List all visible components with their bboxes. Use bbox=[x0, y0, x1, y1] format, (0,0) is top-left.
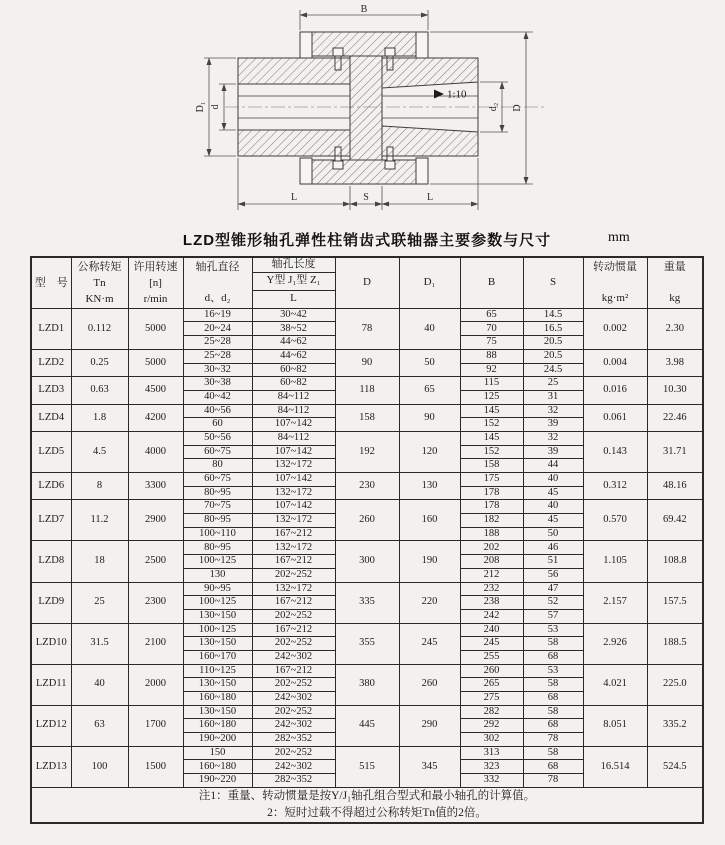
D-cell: 355 bbox=[335, 623, 399, 664]
pin bbox=[385, 48, 395, 56]
bore-dia-cell: 80 bbox=[183, 459, 252, 473]
speed-cell: 4500 bbox=[128, 377, 183, 404]
D-cell: 158 bbox=[335, 404, 399, 431]
bore-dia-cell: 20~24 bbox=[183, 322, 252, 336]
bore-dia-cell: 90~95 bbox=[183, 582, 252, 596]
notes-cell bbox=[31, 787, 703, 823]
S-cell: 24.5 bbox=[523, 363, 583, 377]
S-cell: 78 bbox=[523, 733, 583, 747]
bore-len-cell: 107~142 bbox=[252, 500, 335, 514]
D1-cell: 190 bbox=[399, 541, 460, 582]
D-cell: 445 bbox=[335, 705, 399, 746]
torque-cell: 25 bbox=[71, 582, 128, 623]
B-cell: 175 bbox=[460, 473, 523, 487]
D1-cell: 290 bbox=[399, 705, 460, 746]
D1-cell: 260 bbox=[399, 664, 460, 705]
torque-cell: 4.5 bbox=[71, 431, 128, 472]
bore-len-cell: 242~302 bbox=[252, 650, 335, 664]
bore-len-cell: 202~252 bbox=[252, 746, 335, 760]
bore-dia-cell: 100~125 bbox=[183, 623, 252, 637]
B-cell: 92 bbox=[460, 363, 523, 377]
bore-len-cell: 167~212 bbox=[252, 664, 335, 678]
bore-len-cell: 202~252 bbox=[252, 705, 335, 719]
bore-len-cell: 132~172 bbox=[252, 514, 335, 528]
B-cell: 75 bbox=[460, 336, 523, 350]
model-cell: LZD5 bbox=[31, 431, 71, 472]
S-cell: 58 bbox=[523, 705, 583, 719]
bore-dia-cell: 100~110 bbox=[183, 527, 252, 541]
inertia-cell: 0.004 bbox=[583, 349, 647, 376]
bottom-sleeve-left-cap bbox=[300, 158, 312, 184]
bore-len-cell: 30~42 bbox=[252, 308, 335, 322]
table-row bbox=[31, 349, 703, 363]
weight-cell: 31.71 bbox=[647, 431, 703, 472]
bore-dia-cell: 25~28 bbox=[183, 336, 252, 350]
S-cell: 53 bbox=[523, 623, 583, 637]
col-header-model: 型 号 bbox=[31, 257, 71, 308]
bottom-sleeve bbox=[312, 160, 416, 184]
label-B: B bbox=[360, 4, 368, 15]
bore-len-cell: 60~82 bbox=[252, 377, 335, 391]
D1-cell: 245 bbox=[399, 623, 460, 664]
right-hub-bottom bbox=[382, 126, 478, 156]
model-cell: LZD9 bbox=[31, 582, 71, 623]
bore-dia-cell: 30~32 bbox=[183, 363, 252, 377]
S-cell: 20.5 bbox=[523, 336, 583, 350]
note-2: 2：短时过载不得超过公称转矩Tn值的2倍。 bbox=[267, 807, 487, 820]
S-cell: 39 bbox=[523, 418, 583, 432]
col-header-weight: 重量 kg bbox=[647, 257, 703, 308]
D-cell: 192 bbox=[335, 431, 399, 472]
S-cell: 25 bbox=[523, 377, 583, 391]
bore-len-cell: 167~212 bbox=[252, 623, 335, 637]
title-row bbox=[0, 229, 725, 253]
S-cell: 39 bbox=[523, 445, 583, 459]
bore-len-cell: 242~302 bbox=[252, 692, 335, 706]
bore-len-cell: 242~302 bbox=[252, 719, 335, 733]
model-cell: LZD4 bbox=[31, 404, 71, 431]
bore-dia-cell: 130~150 bbox=[183, 609, 252, 623]
weight-cell: 10.30 bbox=[647, 377, 703, 404]
speed-cell: 2100 bbox=[128, 623, 183, 664]
torque-cell: 31.5 bbox=[71, 623, 128, 664]
right-hub-top bbox=[382, 58, 478, 88]
S-cell: 32 bbox=[523, 431, 583, 445]
inertia-cell: 0.143 bbox=[583, 431, 647, 472]
B-cell: 188 bbox=[460, 527, 523, 541]
B-cell: 65 bbox=[460, 308, 523, 322]
S-cell: 50 bbox=[523, 527, 583, 541]
bore-dia-cell: 40~42 bbox=[183, 390, 252, 404]
S-cell: 40 bbox=[523, 473, 583, 487]
bore-len-cell: 84~112 bbox=[252, 390, 335, 404]
col-header-bore-len: 轴孔长度 bbox=[252, 257, 335, 272]
bore-len-cell: 132~172 bbox=[252, 541, 335, 555]
table-row bbox=[31, 582, 703, 596]
table-row bbox=[31, 541, 703, 555]
table-row bbox=[31, 473, 703, 487]
speed-cell: 4200 bbox=[128, 404, 183, 431]
bore-len-cell: 44~62 bbox=[252, 349, 335, 363]
speed-cell: 2000 bbox=[128, 664, 183, 705]
bore-len-cell: 84~112 bbox=[252, 431, 335, 445]
B-cell: 115 bbox=[460, 377, 523, 391]
pin bbox=[333, 48, 343, 56]
D1-cell: 90 bbox=[399, 404, 460, 431]
torque-cell: 0.112 bbox=[71, 308, 128, 349]
table-row bbox=[31, 377, 703, 391]
bore-len-cell: 167~212 bbox=[252, 555, 335, 569]
col-header-inertia: 转动惯量 kg·m² bbox=[583, 257, 647, 308]
S-cell: 68 bbox=[523, 760, 583, 774]
bore-len-cell: 38~52 bbox=[252, 322, 335, 336]
speed-cell: 2900 bbox=[128, 500, 183, 541]
bore-len-cell: 132~172 bbox=[252, 486, 335, 500]
model-cell: LZD10 bbox=[31, 623, 71, 664]
B-cell: 145 bbox=[460, 431, 523, 445]
B-cell: 145 bbox=[460, 404, 523, 418]
D1-cell: 40 bbox=[399, 308, 460, 349]
B-cell: 313 bbox=[460, 746, 523, 760]
B-cell: 88 bbox=[460, 349, 523, 363]
torque-cell: 63 bbox=[71, 705, 128, 746]
bore-len-cell: 132~172 bbox=[252, 582, 335, 596]
weight-cell: 524.5 bbox=[647, 746, 703, 787]
col-header-torque: 公称转矩 Tn KN·m bbox=[71, 257, 128, 308]
model-cell: LZD2 bbox=[31, 349, 71, 376]
model-cell: LZD12 bbox=[31, 705, 71, 746]
taper-arrow-icon bbox=[434, 90, 444, 99]
bore-len-cell: 202~252 bbox=[252, 609, 335, 623]
B-cell: 302 bbox=[460, 733, 523, 747]
weight-cell: 157.5 bbox=[647, 582, 703, 623]
D-cell: 230 bbox=[335, 473, 399, 500]
S-cell: 40 bbox=[523, 500, 583, 514]
table-row bbox=[31, 705, 703, 719]
weight-cell: 22.46 bbox=[647, 404, 703, 431]
bore-len-cell: 167~212 bbox=[252, 527, 335, 541]
torque-cell: 11.2 bbox=[71, 500, 128, 541]
bore-len-cell: 84~112 bbox=[252, 404, 335, 418]
torque-cell: 0.25 bbox=[71, 349, 128, 376]
pin bbox=[385, 161, 395, 169]
bore-dia-cell: 160~170 bbox=[183, 650, 252, 664]
B-cell: 240 bbox=[460, 623, 523, 637]
B-cell: 178 bbox=[460, 486, 523, 500]
inertia-cell: 1.105 bbox=[583, 541, 647, 582]
left-hub-bottom bbox=[238, 130, 350, 156]
S-cell: 51 bbox=[523, 555, 583, 569]
B-cell: 282 bbox=[460, 705, 523, 719]
bore-dia-cell: 190~200 bbox=[183, 733, 252, 747]
speed-cell: 2500 bbox=[128, 541, 183, 582]
B-cell: 158 bbox=[460, 459, 523, 473]
table-row bbox=[31, 746, 703, 760]
bore-len-cell: 282~352 bbox=[252, 733, 335, 747]
D-cell: 515 bbox=[335, 746, 399, 787]
weight-cell: 188.5 bbox=[647, 623, 703, 664]
weight-cell: 108.8 bbox=[647, 541, 703, 582]
col-header-speed: 许用转速 [n] r/min bbox=[128, 257, 183, 308]
D1-cell: 50 bbox=[399, 349, 460, 376]
model-cell: LZD11 bbox=[31, 664, 71, 705]
D-cell: 260 bbox=[335, 500, 399, 541]
B-cell: 275 bbox=[460, 692, 523, 706]
inertia-cell: 8.051 bbox=[583, 705, 647, 746]
D-cell: 78 bbox=[335, 308, 399, 349]
S-cell: 68 bbox=[523, 692, 583, 706]
D-cell: 335 bbox=[335, 582, 399, 623]
bore-len-cell: 107~142 bbox=[252, 418, 335, 432]
B-cell: 212 bbox=[460, 568, 523, 582]
table-header bbox=[31, 257, 703, 308]
weight-cell: 48.16 bbox=[647, 473, 703, 500]
S-cell: 53 bbox=[523, 664, 583, 678]
S-cell: 57 bbox=[523, 609, 583, 623]
label-D1: D₁ bbox=[195, 101, 206, 113]
bore-dia-cell: 130~150 bbox=[183, 637, 252, 651]
S-cell: 45 bbox=[523, 486, 583, 500]
bore-dia-cell: 160~180 bbox=[183, 760, 252, 774]
weight-cell: 335.2 bbox=[647, 705, 703, 746]
model-cell: LZD7 bbox=[31, 500, 71, 541]
D-cell: 300 bbox=[335, 541, 399, 582]
bore-len-cell: 202~252 bbox=[252, 678, 335, 692]
bottom-sleeve-right-cap bbox=[416, 158, 428, 184]
torque-cell: 8 bbox=[71, 473, 128, 500]
torque-cell: 100 bbox=[71, 746, 128, 787]
inertia-cell: 2.157 bbox=[583, 582, 647, 623]
table-row bbox=[31, 431, 703, 445]
S-cell: 45 bbox=[523, 514, 583, 528]
bore-dia-cell: 60~75 bbox=[183, 473, 252, 487]
inertia-cell: 0.002 bbox=[583, 308, 647, 349]
torque-cell: 40 bbox=[71, 664, 128, 705]
B-cell: 125 bbox=[460, 390, 523, 404]
taper-ratio-label: 1:10 bbox=[447, 88, 467, 101]
inertia-cell: 16.514 bbox=[583, 746, 647, 787]
bore-dia-cell: 30~38 bbox=[183, 377, 252, 391]
bore-len-cell: 44~62 bbox=[252, 336, 335, 350]
bore-dia-cell: 25~28 bbox=[183, 349, 252, 363]
speed-cell: 1700 bbox=[128, 705, 183, 746]
bore-len-cell: 60~82 bbox=[252, 363, 335, 377]
left-hub-top bbox=[238, 58, 350, 84]
bore-dia-cell: 60 bbox=[183, 418, 252, 432]
bore-dia-cell: 160~180 bbox=[183, 692, 252, 706]
B-cell: 152 bbox=[460, 445, 523, 459]
speed-cell: 5000 bbox=[128, 349, 183, 376]
B-cell: 152 bbox=[460, 418, 523, 432]
bore-dia-cell: 50~56 bbox=[183, 431, 252, 445]
bore-len-cell: 167~212 bbox=[252, 596, 335, 610]
D1-cell: 345 bbox=[399, 746, 460, 787]
D1-cell: 65 bbox=[399, 377, 460, 404]
label-d: d bbox=[210, 104, 221, 110]
col-header-bore-len-types: Y型 J₁型 Z₁ bbox=[252, 272, 335, 290]
taper-annotation bbox=[434, 89, 467, 101]
bore-len-cell: 202~252 bbox=[252, 637, 335, 651]
S-cell: 14.5 bbox=[523, 308, 583, 322]
S-cell: 31 bbox=[523, 390, 583, 404]
pin bbox=[333, 161, 343, 169]
table-body bbox=[31, 308, 703, 787]
D-cell: 118 bbox=[335, 377, 399, 404]
model-cell: LZD3 bbox=[31, 377, 71, 404]
bore-dia-cell: 16~19 bbox=[183, 308, 252, 322]
label-L-left: L bbox=[290, 192, 298, 203]
B-cell: 232 bbox=[460, 582, 523, 596]
S-cell: 58 bbox=[523, 746, 583, 760]
speed-cell: 3300 bbox=[128, 473, 183, 500]
bore-dia-cell: 60~75 bbox=[183, 445, 252, 459]
bore-dia-cell: 100~125 bbox=[183, 555, 252, 569]
weight-cell: 2.30 bbox=[647, 308, 703, 349]
table-footer bbox=[31, 787, 703, 823]
bore-len-cell: 242~302 bbox=[252, 760, 335, 774]
bore-dia-cell: 40~56 bbox=[183, 404, 252, 418]
bore-len-cell: 202~252 bbox=[252, 568, 335, 582]
spec-table bbox=[30, 256, 704, 824]
bore-dia-cell: 130~150 bbox=[183, 705, 252, 719]
inertia-cell: 0.016 bbox=[583, 377, 647, 404]
B-cell: 202 bbox=[460, 541, 523, 555]
bore-dia-cell: 150 bbox=[183, 746, 252, 760]
bore-dia-cell: 110~125 bbox=[183, 664, 252, 678]
speed-cell: 4000 bbox=[128, 431, 183, 472]
S-cell: 68 bbox=[523, 650, 583, 664]
B-cell: 323 bbox=[460, 760, 523, 774]
bore-dia-cell: 70~75 bbox=[183, 500, 252, 514]
bore-len-cell: 107~142 bbox=[252, 445, 335, 459]
S-cell: 68 bbox=[523, 719, 583, 733]
D1-cell: 220 bbox=[399, 582, 460, 623]
bore-dia-cell: 160~180 bbox=[183, 719, 252, 733]
S-cell: 47 bbox=[523, 582, 583, 596]
speed-cell: 2300 bbox=[128, 582, 183, 623]
weight-cell: 69.42 bbox=[647, 500, 703, 541]
table-row bbox=[31, 664, 703, 678]
bore-dia-cell: 190~220 bbox=[183, 774, 252, 788]
top-sleeve-left-cap bbox=[300, 32, 312, 58]
B-cell: 242 bbox=[460, 609, 523, 623]
model-cell: LZD6 bbox=[31, 473, 71, 500]
B-cell: 255 bbox=[460, 650, 523, 664]
torque-cell: 0.63 bbox=[71, 377, 128, 404]
B-cell: 70 bbox=[460, 322, 523, 336]
S-cell: 52 bbox=[523, 596, 583, 610]
label-d2: d₂ bbox=[488, 102, 499, 112]
B-cell: 182 bbox=[460, 514, 523, 528]
bore-dia-cell: 80~95 bbox=[183, 486, 252, 500]
B-cell: 238 bbox=[460, 596, 523, 610]
inertia-cell: 0.061 bbox=[583, 404, 647, 431]
model-cell: LZD8 bbox=[31, 541, 71, 582]
table-row bbox=[31, 500, 703, 514]
S-cell: 78 bbox=[523, 774, 583, 788]
inertia-cell: 2.926 bbox=[583, 623, 647, 664]
top-sleeve-right-cap bbox=[416, 32, 428, 58]
label-L-right: L bbox=[426, 192, 434, 203]
S-cell: 32 bbox=[523, 404, 583, 418]
col-header-D1: D₁ bbox=[399, 257, 460, 308]
center-spacer bbox=[350, 56, 382, 160]
model-cell: LZD1 bbox=[31, 308, 71, 349]
B-cell: 245 bbox=[460, 637, 523, 651]
B-cell: 292 bbox=[460, 719, 523, 733]
speed-cell: 5000 bbox=[128, 308, 183, 349]
weight-cell: 3.98 bbox=[647, 349, 703, 376]
unit-label: mm bbox=[608, 230, 630, 245]
page-title: LZD型锥形轴孔弹性柱销齿式联轴器主要参数与尺寸 bbox=[182, 232, 552, 249]
col-header-D: D bbox=[335, 257, 399, 308]
B-cell: 332 bbox=[460, 774, 523, 788]
S-cell: 46 bbox=[523, 541, 583, 555]
inertia-cell: 0.312 bbox=[583, 473, 647, 500]
B-cell: 265 bbox=[460, 678, 523, 692]
table-row bbox=[31, 308, 703, 322]
coupling-drawing bbox=[0, 0, 725, 230]
torque-cell: 1.8 bbox=[71, 404, 128, 431]
B-cell: 178 bbox=[460, 500, 523, 514]
top-sleeve bbox=[312, 32, 416, 56]
B-cell: 208 bbox=[460, 555, 523, 569]
bore-dia-cell: 100~125 bbox=[183, 596, 252, 610]
label-D: D bbox=[512, 104, 523, 112]
S-cell: 44 bbox=[523, 459, 583, 473]
speed-cell: 1500 bbox=[128, 746, 183, 787]
inertia-cell: 4.021 bbox=[583, 664, 647, 705]
weight-cell: 225.0 bbox=[647, 664, 703, 705]
note-1: 注1：重量、转动惯量是按Y/J₁轴孔组合型式和最小轴孔的计算值。 bbox=[198, 789, 536, 802]
torque-cell: 18 bbox=[71, 541, 128, 582]
bore-len-cell: 282~352 bbox=[252, 774, 335, 788]
B-cell: 260 bbox=[460, 664, 523, 678]
table-row bbox=[31, 623, 703, 637]
inertia-cell: 0.570 bbox=[583, 500, 647, 541]
col-header-bore-dia: 轴孔直径 d、d₂ bbox=[183, 257, 252, 308]
D1-cell: 160 bbox=[399, 500, 460, 541]
bore-dia-cell: 130 bbox=[183, 568, 252, 582]
bore-dia-cell: 130~150 bbox=[183, 678, 252, 692]
model-cell: LZD13 bbox=[31, 746, 71, 787]
col-header-bore-len-L: L bbox=[252, 290, 335, 308]
bore-dia-cell: 80~95 bbox=[183, 514, 252, 528]
S-cell: 58 bbox=[523, 637, 583, 651]
col-header-B: B bbox=[460, 257, 523, 308]
bore-dia-cell: 80~95 bbox=[183, 541, 252, 555]
S-cell: 58 bbox=[523, 678, 583, 692]
D1-cell: 130 bbox=[399, 473, 460, 500]
bore-len-cell: 107~142 bbox=[252, 473, 335, 487]
S-cell: 20.5 bbox=[523, 349, 583, 363]
D-cell: 90 bbox=[335, 349, 399, 376]
S-cell: 56 bbox=[523, 568, 583, 582]
D-cell: 380 bbox=[335, 664, 399, 705]
col-header-S: S bbox=[523, 257, 583, 308]
S-cell: 16.5 bbox=[523, 322, 583, 336]
D1-cell: 120 bbox=[399, 431, 460, 472]
table-row bbox=[31, 404, 703, 418]
bore-len-cell: 132~172 bbox=[252, 459, 335, 473]
label-S: S bbox=[363, 192, 369, 203]
